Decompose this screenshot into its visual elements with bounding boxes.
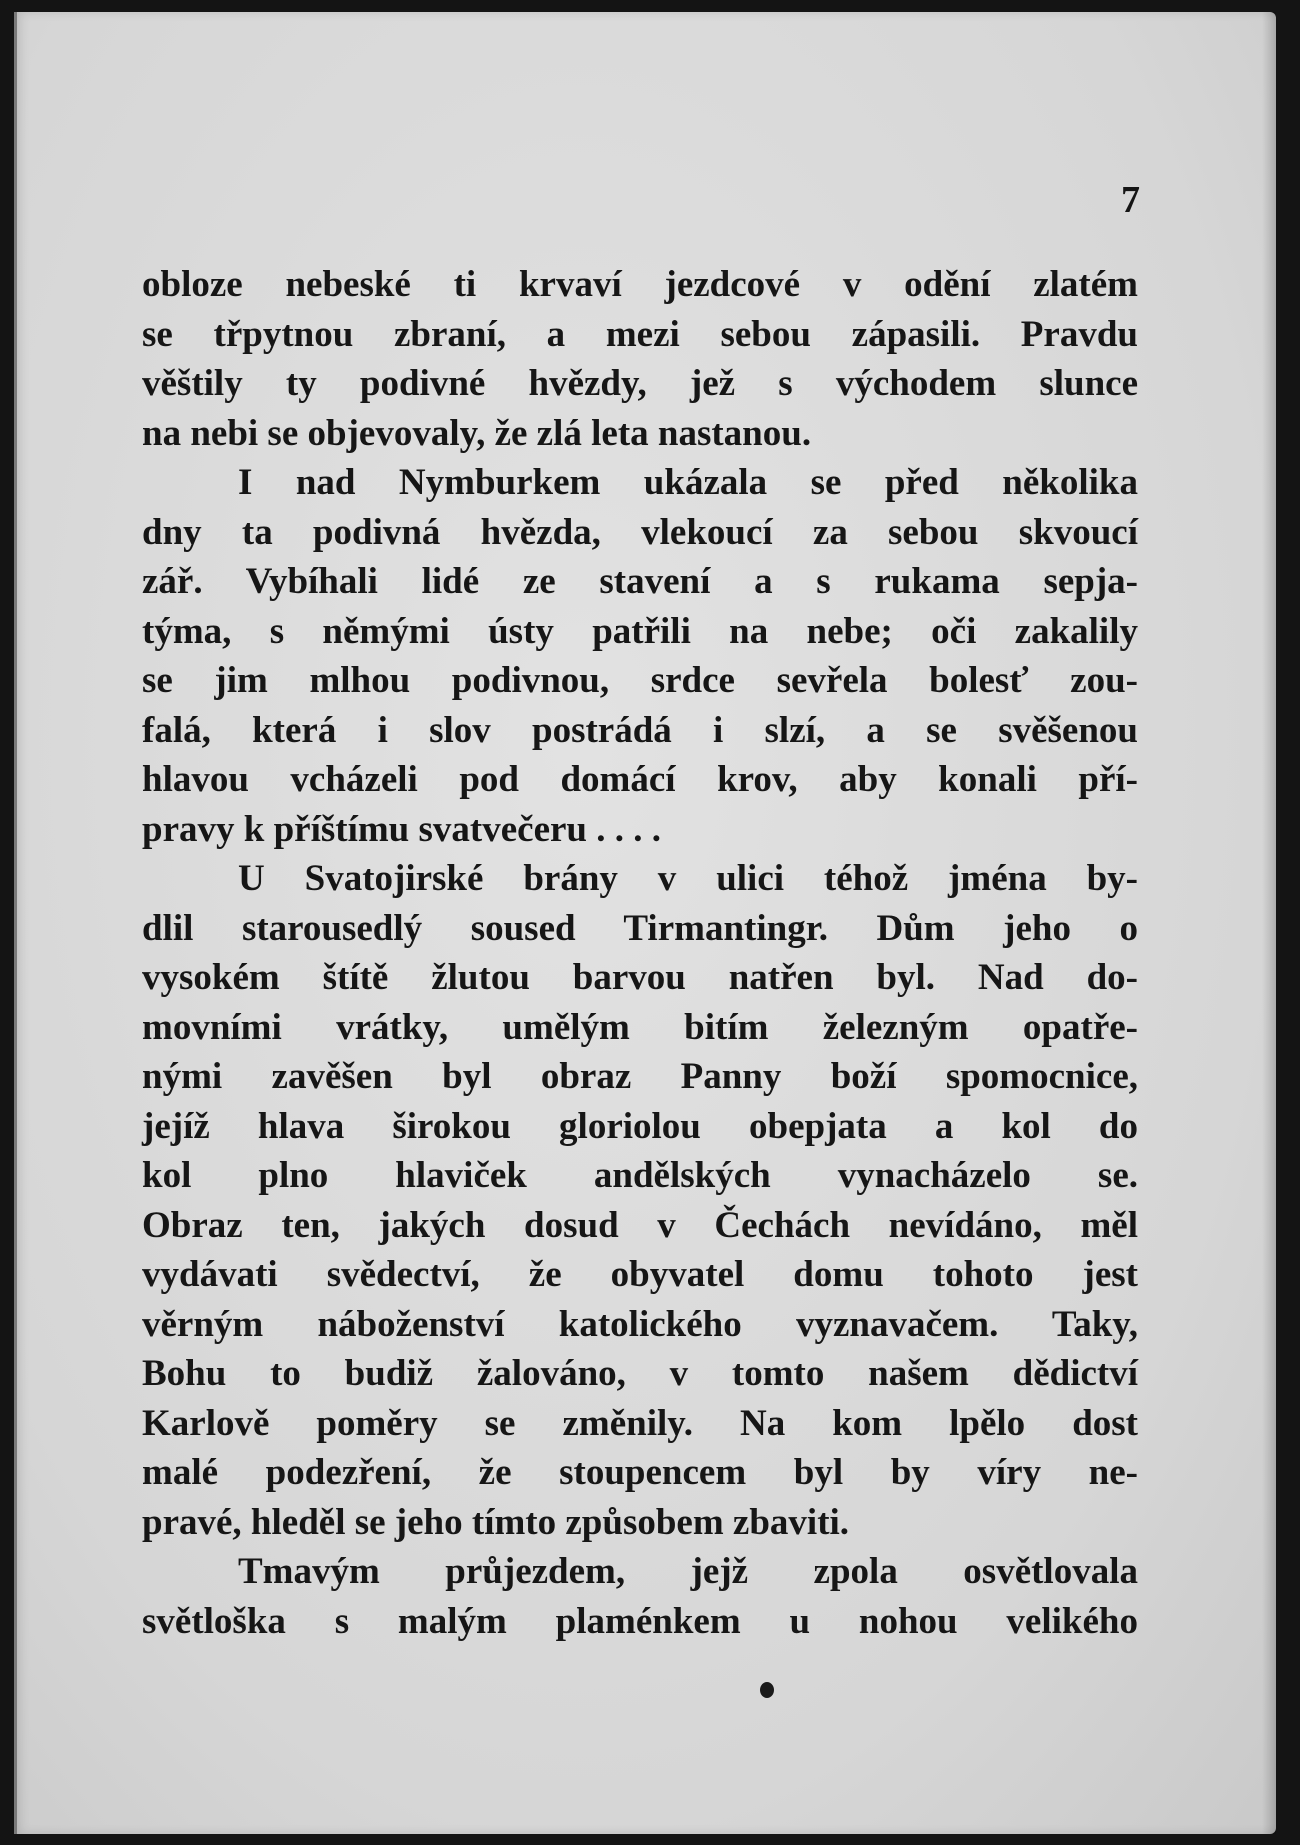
text-line: jejíž hlava širokou gloriolou obepjata a kol do: [142, 1105, 1138, 1147]
text-line: vysokém štítě žlutou barvou natřen byl. Nad do-: [142, 957, 1138, 998]
page-number: 7: [1121, 179, 1140, 221]
printer-ornament-dot: [760, 1682, 774, 1698]
body-text: [142, 260, 1138, 1646]
text-line: dlil starousedlý soused Tirmantingr. Dům jeho o: [142, 907, 1138, 949]
text-line: Bohu to budiž žalováno, v tomto našem dědictví: [142, 1353, 1138, 1394]
text-line: malé podezření, že stoupencem byl by víry ne-: [142, 1452, 1138, 1493]
text-line: dny ta podivná hvězda, vlekoucí za sebou skvoucí: [142, 511, 1138, 553]
text-line: I nad Nymburkem ukázala se před několika: [238, 462, 1138, 503]
text-line: pravé, hleděl se jeho tímto způsobem zbaviti.: [142, 1501, 850, 1543]
text-line: zář. Vybíhali lidé ze stavení a s rukama sepja-: [142, 561, 1138, 602]
text-line: hlavou vcházeli pod domácí krov, aby konali pří-: [142, 759, 1138, 800]
text-line: věrným náboženství katolického vyznavačem. Taky,: [142, 1303, 1138, 1345]
page-spine-edge: [14, 12, 17, 1834]
text-line: světloška s malým plaménkem u nohou velikého: [142, 1600, 1138, 1642]
text-line: Karlově poměry se změnily. Na kom lpělo dost: [142, 1402, 1138, 1444]
text-line: na nebi se objevovaly, že zlá leta nastanou.: [142, 412, 812, 454]
text-line: falá, která i slov postrádá i slzí, a se svěšenou: [142, 709, 1138, 751]
text-line: nými zavěšen byl obraz Panny boží spomocnice,: [142, 1056, 1138, 1097]
text-line: týma, s němými ústy patřili na nebe; oči zakalily: [142, 610, 1138, 652]
page-edge-shadow: [1262, 12, 1276, 1834]
text-line: U Svatojirské brány v ulici téhož jména by-: [238, 858, 1138, 899]
text-line: vydávati svědectví, že obyvatel domu tohoto jest: [142, 1254, 1138, 1295]
text-line: movními vrátky, umělým bitím železným opatře-: [142, 1006, 1138, 1048]
text-line: Tmavým průjezdem, jejž zpola osvětlovala: [238, 1551, 1138, 1592]
text-line: se jim mlhou podivnou, srdce sevřela bolesť zou-: [142, 660, 1138, 701]
text-line: obloze nebeské ti krvaví jezdcové v odění zlatém: [142, 264, 1138, 305]
text-line: kol plno hlaviček andělských vynacházelo se.: [142, 1155, 1138, 1196]
text-line: Obraz ten, jakých dosud v Čechách nevídáno, měl: [142, 1204, 1138, 1246]
text-line: věštily ty podivné hvězdy, jež s východem slunce: [142, 363, 1138, 404]
text-line: se třpytnou zbraní, a mezi sebou zápasili. Pravdu: [142, 313, 1138, 355]
text-line: pravy k příštímu svatvečeru . . . .: [142, 808, 661, 850]
